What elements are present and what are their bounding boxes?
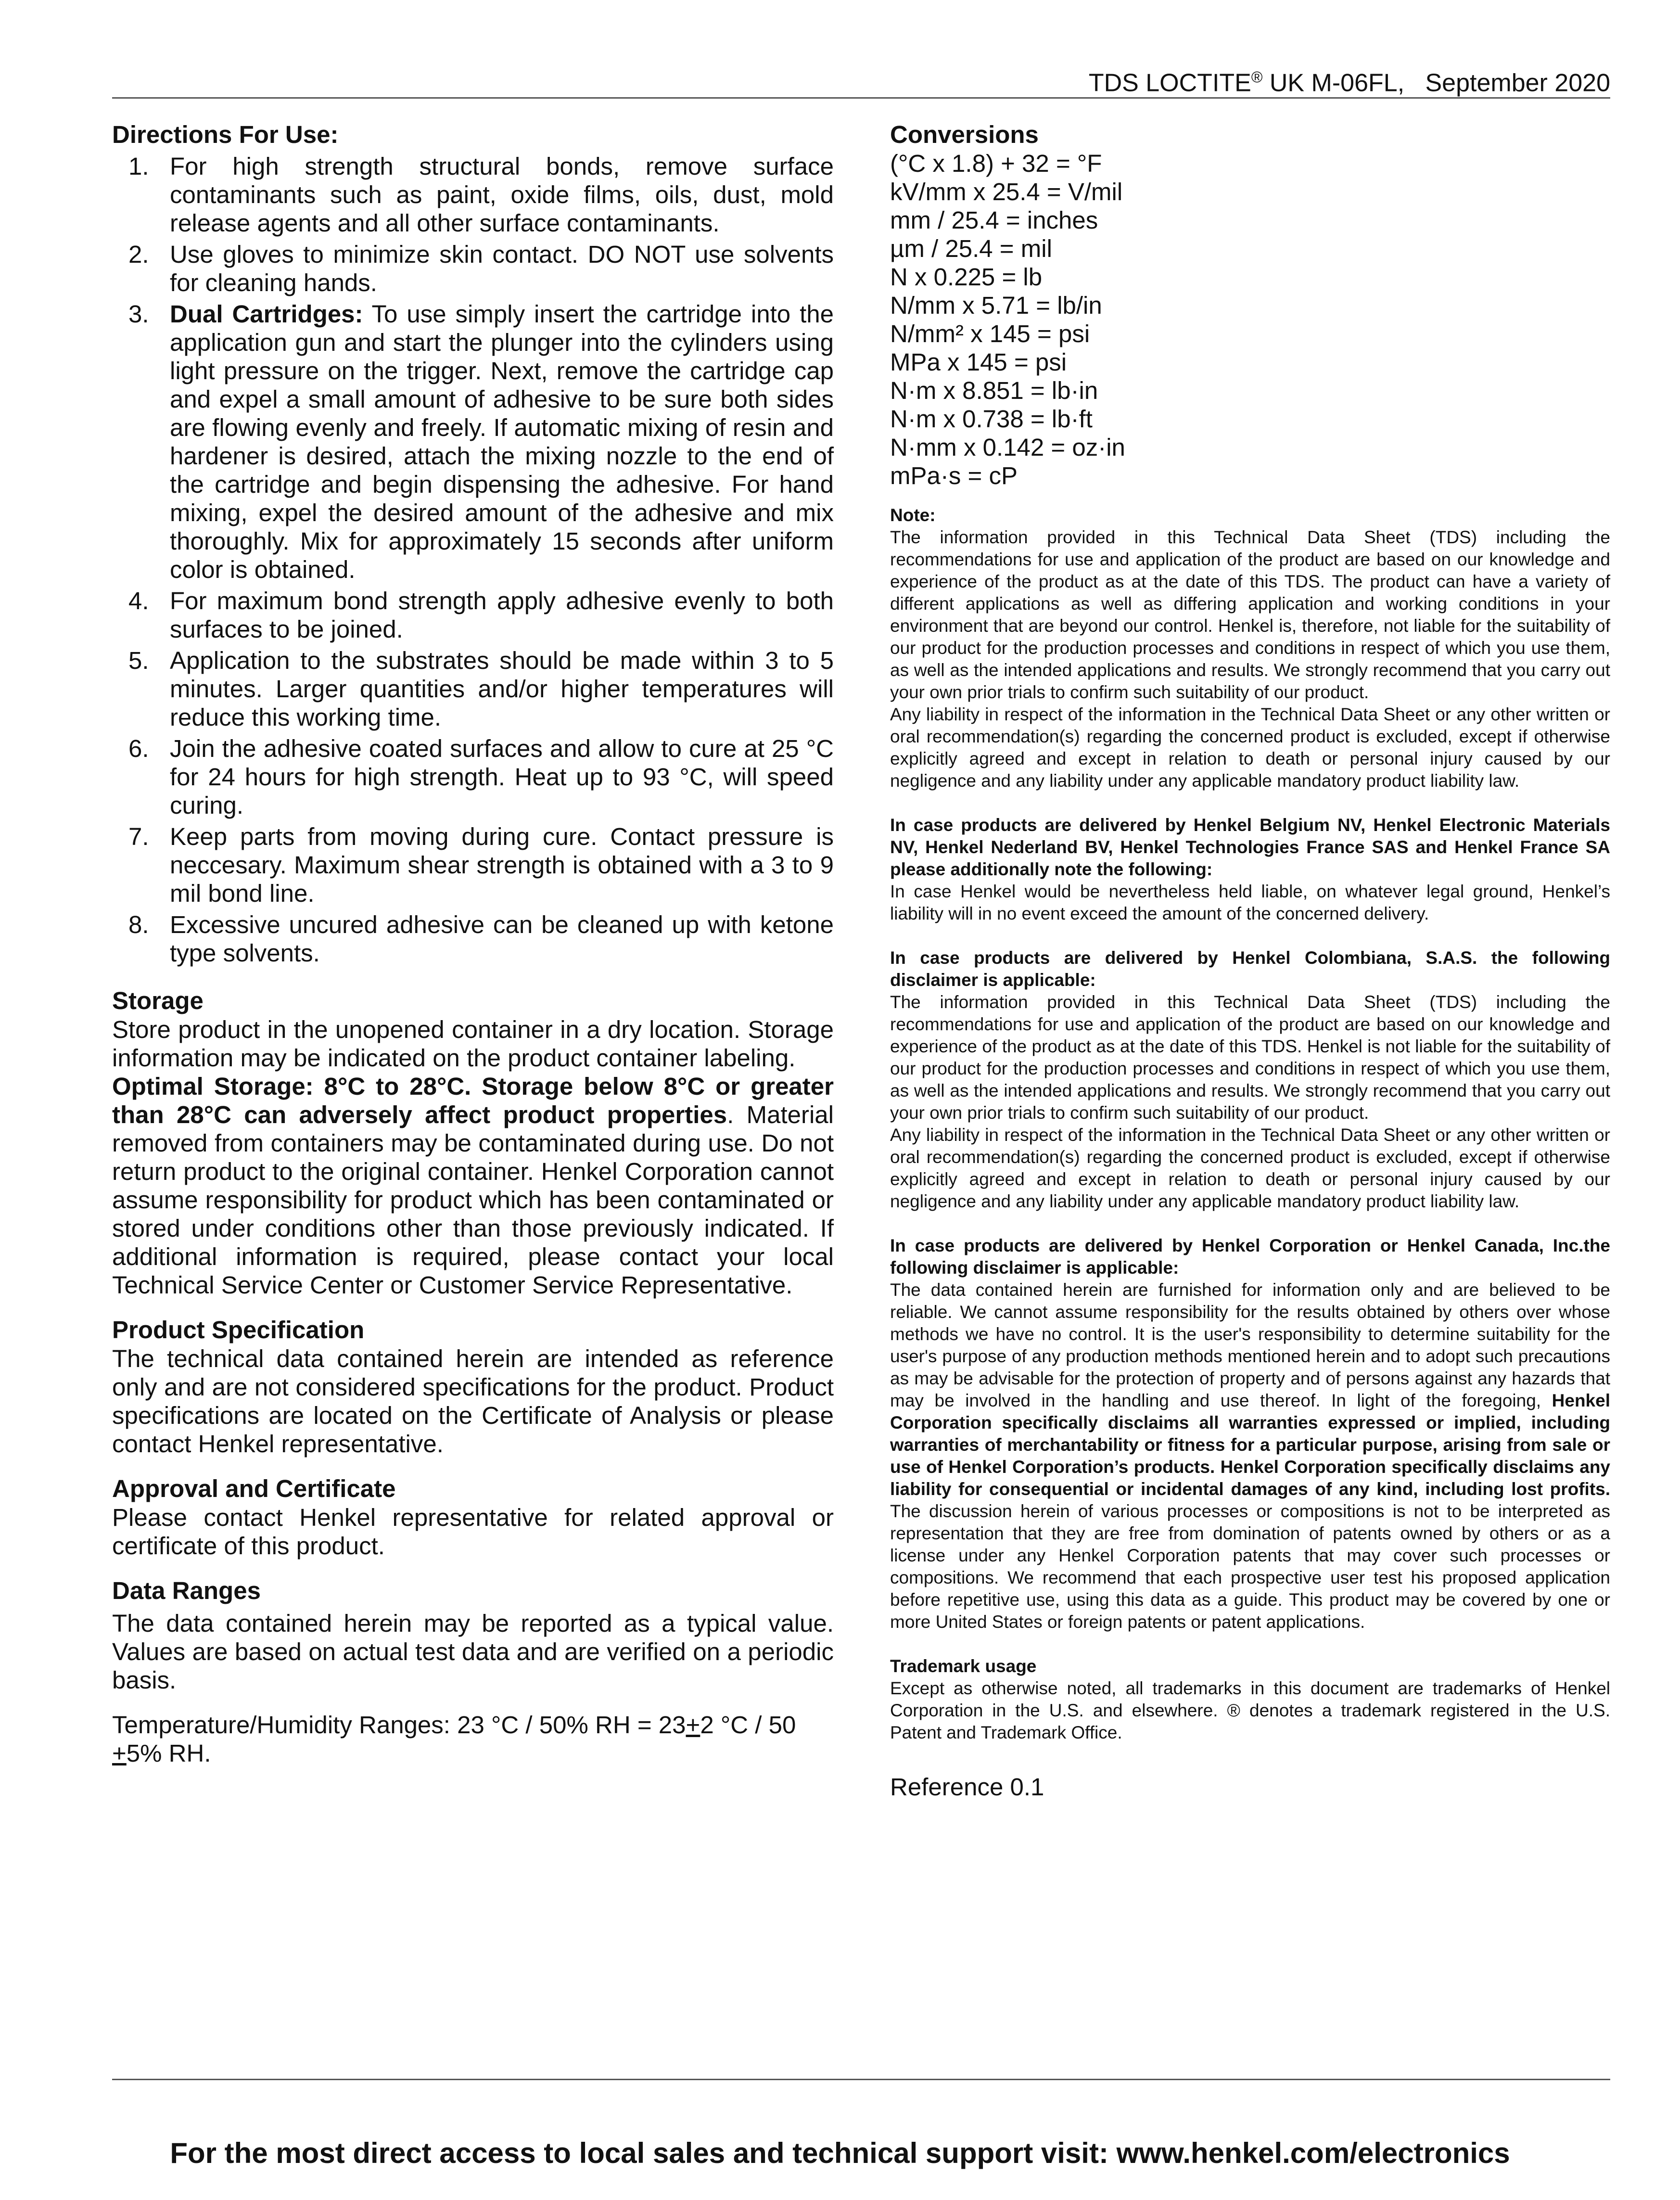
corporation-text-b: The discussion herein of various processes or compositions is not to be interpreted as representation that they are free from domination of patents owned by others or as a license under any Henkel Corporation patents that may cover such processes or compositions. We recommend that each prospective user test his proposed application before repetitive use, using this data as a guide. This product may be covered by one or more United States or foreign patents or patent applications. [890, 1501, 1610, 1632]
corporation-title: In case products are delivered by Henkel Corporation or Henkel Canada, Inc.the following disclaimer is applicable: [890, 1236, 1610, 1278]
plus-minus-2: + [112, 1740, 127, 1767]
conversion-line: N/mm² x 145 = psi [890, 320, 1090, 347]
direction-item [112, 910, 834, 967]
spec-text: The technical data contained herein are intended as reference only and are not considered specifications for the product. Product specifications are located on the Certificate of Analysis or please contact Henkel representative. [112, 1345, 834, 1458]
direction-bold-label: Dual Cartridges: [170, 300, 363, 328]
registered-mark: ® [1251, 68, 1263, 86]
belgium-text: In case Henkel would be nevertheless held liable, on whatever legal ground, Henkel’s liability will in no event exceed the amount of the concerned delivery. [890, 882, 1610, 923]
direction-number: 4. [128, 587, 149, 614]
direction-number: 5. [128, 647, 149, 674]
spec-title: Product Specification [112, 1316, 365, 1343]
direction-item [112, 587, 834, 643]
temp-part-c: 5% RH. [126, 1740, 211, 1767]
direction-item [112, 240, 834, 297]
approval-title: Approval and Certificate [112, 1475, 396, 1502]
footer-divider [112, 2079, 1610, 2080]
conversion-line: N/mm x 5.71 = lb/in [890, 292, 1102, 319]
left-column [112, 120, 834, 1767]
conversion-line: N·m x 0.738 = lb·ft [890, 405, 1093, 433]
temp-part-b: 2 °C / 50 [700, 1711, 796, 1739]
conversion-line: µm / 25.4 = mil [890, 235, 1052, 262]
corporation-text [890, 1279, 1610, 1633]
corporation-disclaimer: Henkel Corporation specifically disclaims all warranties expressed or implied, including warranties of merchantability or fitness for a particular purpose, arising from sale or use of Henkel Corporation’s products. Henkel Corporation specifically disclaims any liability for consequential or incidental damages of any kind, including lost profits. [890, 1391, 1610, 1499]
direction-number: 3. [128, 300, 149, 328]
conversions-title: Conversions [890, 121, 1039, 148]
storage-details: . Material removed from containers may be contaminated during use. Do not return product to the original container. Henkel Corporation cannot assume responsibility for product which has been contaminated or stored under conditions other than those previously indicated. If additional information is required, please contact your local Technical Service Center or Customer Service Representative. [112, 1101, 834, 1299]
direction-item [112, 646, 834, 731]
page-header [112, 57, 1610, 99]
direction-number: 2. [128, 241, 149, 268]
note-text-1: The information provided in this Technical Data Sheet (TDS) including the recommendations for use and application of the product are based on our knowledge and experience of the product as at the date of this TDS. The product can have a variety of different applications as well as differing application and working conditions in your environment that are beyond our control. Henkel is, therefore, not liable for the suitability of our product for the production processes and conditions in respect of which you use them, as well as the intended applications and results. We strongly recommend that you carry out your own prior trials to confirm such suitability of our product. [890, 527, 1610, 702]
plus-minus-1: + [686, 1711, 700, 1739]
conversion-line: N·mm x 0.142 = oz·in [890, 434, 1125, 461]
conversions-list [890, 149, 1610, 490]
direction-item [112, 734, 834, 819]
conversion-line: N x 0.225 = lb [890, 263, 1043, 291]
direction-text: Join the adhesive coated surfaces and allow to cure at 25 °C for 24 hours for high strength. Heat up to 93 °C, will speed curing. [170, 735, 834, 819]
trademark-text: Except as otherwise noted, all trademarks in this document are trademarks of Henkel Corporation in the U.S. and elsewhere. ® denotes a trademark registered in the U.S. Patent and Trademark Office. [890, 1678, 1610, 1742]
direction-text: To use simply insert the cartridge into the application gun and start the plunger into the cylinders using light pressure on the trigger. Next, remove the cartridge cap and expel a small amount of adhesive to be sure both sides are flowing evenly and freely. If automatic mixing of resin and hardener is desired, attach the mixing nozzle to the end of the cartridge and begin dispensing the adhesive. For hand mixing, expel the desired amount of the adhesive and mix thoroughly. Mix for approximately 15 seconds after uniform color is obtained. [170, 300, 834, 583]
header-product: TDS LOCTITE [1088, 69, 1251, 97]
corporation-text-a: The data contained herein are furnished for information only and are believed to be reliable. We cannot assume responsibility for the results obtained by others over whose methods we have no control. It is the user's responsibility to determine suitability for the user's purpose of any production methods mentioned herein and to adopt such precautions as may be advisable for the protection of property and of persons against any hazards that may be involved in the handling and use thereof. In light of the foregoing, [890, 1280, 1610, 1410]
footer-support: For the most direct access to local sales and technical support visit: www.henkel.com/electronics [170, 2137, 1510, 2169]
direction-text: Excessive uncured adhesive can be cleaned up with ketone type solvents. [170, 911, 834, 967]
conversion-line: (°C x 1.8) + 32 = °F [890, 150, 1102, 177]
header-date: UK M-06FL, September 2020 [1262, 69, 1610, 97]
directions-title: Directions For Use: [112, 121, 339, 148]
conversion-line: N·m x 8.851 = lb·in [890, 377, 1098, 404]
direction-item [112, 822, 834, 908]
direction-number: 1. [128, 153, 149, 180]
approval-text: Please contact Henkel representative for related approval or certificate of this product. [112, 1504, 834, 1560]
direction-text: Application to the substrates should be made within 3 to 5 minutes. Larger quantities and/or higher temperatures will reduce this working time. [170, 647, 834, 731]
direction-item [112, 152, 834, 237]
temp-part-a: Temperature/Humidity Ranges: 23 °C / 50% RH = 23 [112, 1711, 686, 1739]
direction-item [112, 300, 834, 584]
reference-version: Reference 0.1 [890, 1773, 1044, 1801]
conversion-line: MPa x 145 = psi [890, 348, 1067, 376]
ranges-title: Data Ranges [112, 1577, 261, 1604]
trademark-title: Trademark usage [890, 1656, 1037, 1676]
storage-title: Storage [112, 987, 204, 1014]
direction-number: 6. [128, 735, 149, 762]
note-title: Note: [890, 505, 936, 525]
belgium-title: In case products are delivered by Henkel Belgium NV, Henkel Electronic Materials NV, Henkel Nederland BV, Henkel Technologies France SAS and Henkel France SA please additionally note the following: [890, 815, 1610, 879]
right-column [890, 120, 1610, 1801]
storage-text [112, 1015, 834, 1299]
direction-text: Use gloves to minimize skin contact. DO NOT use solvents for cleaning hands. [170, 241, 834, 296]
conversion-line: mPa·s = cP [890, 462, 1018, 489]
direction-text: For maximum bond strength apply adhesive evenly to both surfaces to be joined. [170, 587, 834, 643]
colombia-text-1: The information provided in this Technical Data Sheet (TDS) including the recommendations for use and application of the product are based on our knowledge and experience of the product as at the date of this TDS. Henkel is not liable for the suitability of our product for the production processes and conditions in respect of which you use them, as well as the intended applications and results. We strongly recommend that you carry out your own prior trials to confirm such suitability of our product. [890, 992, 1610, 1123]
conversion-line: kV/mm x 25.4 = V/mil [890, 178, 1123, 205]
direction-number: 8. [128, 911, 149, 938]
conversion-line: mm / 25.4 = inches [890, 206, 1098, 234]
temperature-ranges [112, 1711, 834, 1767]
direction-text: Keep parts from moving during cure. Contact pressure is neccesary. Maximum shear strength is obtained with a 3 to 9 mil bond line. [170, 823, 834, 907]
colombia-text-2: Any liability in respect of the information in the Technical Data Sheet or any other written or oral recommendation(s) regarding the concerned product is excluded, except if otherwise explicitly agreed and except in relation to death or personal injury caused by our negligence and any liability under any applicable mandatory product liability law. [890, 1125, 1610, 1211]
storage-intro: Store product in the unopened container in a dry location. Storage information may be indicated on the product container labeling. [112, 1016, 834, 1072]
directions-list [112, 152, 834, 967]
ranges-text: The data contained herein may be reported as a typical value. Values are based on actual test data and are verified on a periodic basis. [112, 1610, 834, 1694]
optimal-storage: Optimal Storage: 8°C to 28°C. Storage below 8°C or greater than 28°C can adversely affect product properties [112, 1073, 834, 1128]
direction-number: 7. [128, 823, 149, 850]
note-text-2: Any liability in respect of the information in the Technical Data Sheet or any other written or oral recommendation(s) regarding the concerned product is excluded, except if otherwise explicitly agreed and except in relation to death or personal injury caused by our negligence and any liability under any applicable mandatory product liability law. [890, 704, 1610, 791]
direction-text: For high strength structural bonds, remove surface contaminants such as paint, oxide films, oils, dust, mold release agents and all other surface contaminants. [170, 153, 834, 237]
colombia-title: In case products are delivered by Henkel Colombiana, S.A.S. the following disclaimer is applicable: [890, 948, 1610, 990]
